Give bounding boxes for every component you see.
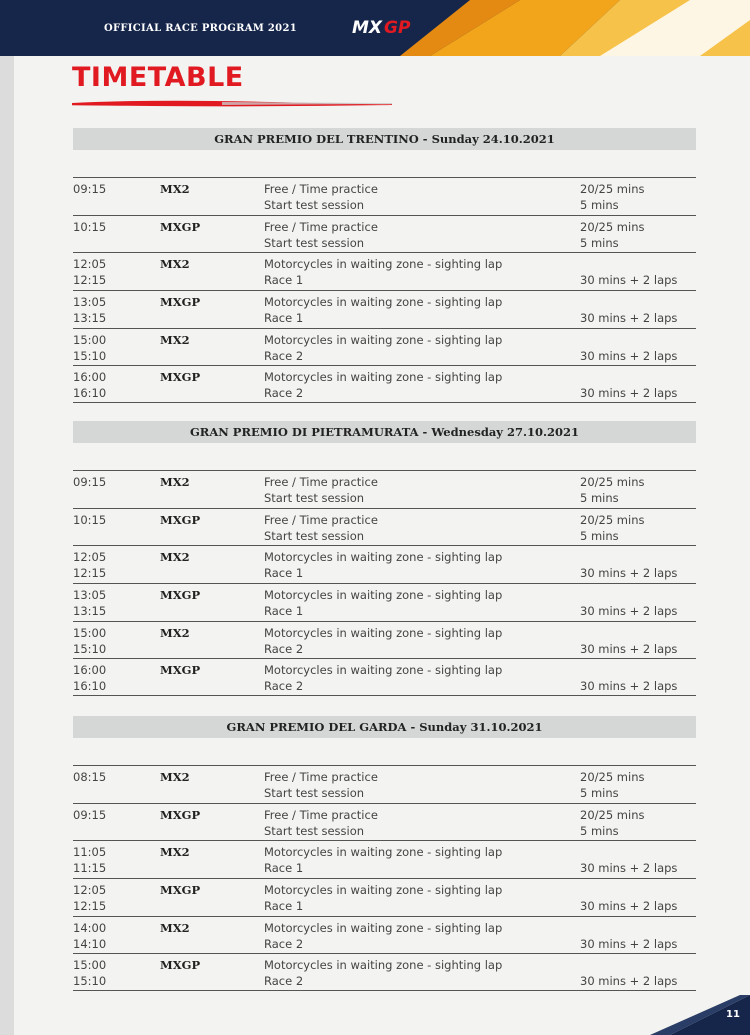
table-row	[73, 215, 696, 253]
table-row	[73, 658, 696, 696]
table-row	[73, 803, 696, 841]
duration-line-1	[580, 920, 677, 936]
table-row	[73, 953, 696, 991]
description-line-2: Start test session	[264, 491, 365, 505]
description-line-2: Race 1	[264, 273, 304, 288]
time-start: 10:15	[73, 219, 107, 234]
session-class: MXGP	[160, 807, 201, 822]
table-row	[73, 621, 696, 659]
description-line-2: Race 2	[264, 679, 304, 694]
duration-line-2: 30 mins + 2 laps	[580, 273, 678, 288]
session-duration	[580, 256, 677, 288]
timetable-rows	[73, 177, 696, 403]
page-number: 11	[726, 1009, 740, 1020]
session-duration	[580, 957, 677, 989]
table-row	[73, 765, 696, 803]
duration-line-2: 30 mins + 2 laps	[580, 604, 678, 619]
description-line-1: Motorcycles in waiting zone - sighting lap	[264, 883, 503, 898]
session-description	[264, 369, 502, 401]
time-start: 09:15	[73, 182, 107, 196]
duration-line-1	[580, 587, 677, 603]
session-description	[264, 662, 502, 694]
time-second: 16:10	[73, 679, 107, 694]
duration-line-1	[580, 882, 677, 898]
session-time	[73, 369, 106, 401]
table-row	[73, 365, 696, 403]
time-start: 15:00	[73, 625, 107, 640]
session-time	[73, 474, 106, 490]
time-start: 16:00	[73, 370, 107, 385]
time-second: 12:15	[73, 273, 107, 288]
time-start: 13:05	[73, 295, 107, 310]
table-row	[73, 177, 696, 215]
session-duration	[580, 512, 644, 544]
table-row	[73, 290, 696, 328]
session-class: MXGP	[160, 370, 201, 385]
session-class: MXGP	[160, 588, 201, 603]
event-section	[73, 421, 696, 694]
session-duration	[580, 474, 644, 506]
session-class: MX2	[160, 920, 190, 935]
event-title: GRAN PREMIO DEL GARDA - Sunday 31.10.2021	[73, 716, 696, 738]
duration-line-1	[580, 625, 677, 641]
duration-line-2: 30 mins + 2 laps	[580, 641, 678, 656]
session-description	[264, 625, 502, 657]
description-line-2: Race 1	[264, 566, 304, 581]
duration-line-2: 30 mins + 2 laps	[580, 861, 678, 876]
session-description	[264, 587, 502, 619]
session-class: MX2	[160, 475, 190, 489]
description-line-2: Race 2	[264, 386, 304, 401]
session-time	[73, 625, 106, 657]
duration-line-2: 5 mins	[580, 491, 619, 505]
session-class: MXGP	[160, 295, 201, 310]
duration-line-1	[580, 549, 677, 565]
table-row	[73, 470, 696, 508]
session-description	[264, 512, 378, 544]
session-duration	[580, 807, 644, 839]
time-start: 11:05	[73, 845, 107, 860]
session-duration	[580, 549, 677, 581]
description-line-1: Motorcycles in waiting zone - sighting lap	[264, 295, 503, 310]
session-description	[264, 882, 502, 914]
session-class: MX2	[160, 770, 190, 784]
table-row	[73, 328, 696, 366]
duration-line-1	[580, 294, 677, 310]
description-line-1: Motorcycles in waiting zone - sighting lap	[264, 370, 503, 385]
description-line-2: Start test session	[264, 198, 365, 212]
time-start: 15:00	[73, 958, 107, 973]
timetable-rows	[73, 470, 696, 696]
session-duration	[580, 369, 677, 401]
session-description	[264, 181, 378, 213]
duration-line-2: 5 mins	[580, 198, 619, 212]
session-description	[264, 844, 502, 876]
timetable-rows	[73, 765, 696, 991]
description-line-2: Race 2	[264, 974, 304, 989]
table-row	[73, 583, 696, 621]
session-duration	[580, 882, 677, 914]
duration-line-2: 30 mins + 2 laps	[580, 311, 678, 326]
session-time	[73, 512, 106, 528]
session-time	[73, 844, 106, 876]
description-line-1: Motorcycles in waiting zone - sighting lap	[264, 332, 503, 347]
time-second: 15:10	[73, 641, 107, 656]
time-start: 16:00	[73, 663, 107, 678]
event-section	[73, 716, 696, 989]
session-description	[264, 294, 502, 326]
duration-line-1: 20/25 mins	[580, 475, 645, 489]
session-time	[73, 882, 106, 914]
table-row	[73, 545, 696, 583]
session-duration	[580, 181, 644, 213]
session-class: MXGP	[160, 219, 201, 234]
session-class: MX2	[160, 182, 190, 196]
session-duration	[580, 219, 644, 251]
description-line-2: Race 2	[264, 936, 304, 951]
time-second: 12:15	[73, 566, 107, 581]
description-line-2: Race 1	[264, 899, 304, 914]
duration-line-2: 30 mins + 2 laps	[580, 679, 678, 694]
time-start: 08:15	[73, 770, 107, 784]
session-duration	[580, 844, 677, 876]
session-description	[264, 332, 502, 364]
session-description	[264, 219, 378, 251]
time-start: 13:05	[73, 588, 107, 603]
session-description	[264, 474, 378, 506]
description-line-1: Motorcycles in waiting zone - sighting lap	[264, 550, 503, 565]
table-row	[73, 878, 696, 916]
session-duration	[580, 332, 677, 364]
description-line-1: Free / Time practice	[264, 475, 378, 489]
time-start: 09:15	[73, 475, 107, 489]
description-line-2: Race 2	[264, 641, 304, 656]
session-duration	[580, 920, 677, 952]
duration-line-2: 30 mins + 2 laps	[580, 936, 678, 951]
time-second: 15:10	[73, 348, 107, 363]
description-line-2: Race 1	[264, 311, 304, 326]
session-duration	[580, 587, 677, 619]
time-start: 10:15	[73, 512, 107, 527]
page-title: TIMETABLE	[72, 62, 244, 93]
session-description	[264, 549, 502, 581]
duration-line-1	[580, 332, 677, 348]
duration-line-2: 30 mins + 2 laps	[580, 566, 678, 581]
session-time	[73, 294, 106, 326]
time-start: 14:00	[73, 920, 107, 935]
duration-line-2: 5 mins	[580, 528, 619, 543]
time-second: 13:15	[73, 604, 107, 619]
time-start: 12:05	[73, 257, 107, 272]
time-start: 09:15	[73, 807, 107, 822]
duration-line-1: 20/25 mins	[580, 770, 645, 784]
description-line-1: Free / Time practice	[264, 182, 378, 196]
description-line-1: Motorcycles in waiting zone - sighting lap	[264, 625, 503, 640]
session-time	[73, 957, 106, 989]
session-description	[264, 807, 378, 839]
svg-text:GP: GP	[384, 18, 411, 38]
session-time	[73, 807, 106, 823]
session-class: MXGP	[160, 958, 201, 973]
session-class: MXGP	[160, 663, 201, 678]
session-time	[73, 769, 106, 785]
time-second: 14:10	[73, 936, 107, 951]
title-brush-underline	[72, 98, 392, 108]
description-line-2: Race 1	[264, 861, 304, 876]
table-row	[73, 508, 696, 546]
session-description	[264, 256, 502, 288]
description-line-2: Race 1	[264, 604, 304, 619]
svg-text:MX: MX	[352, 18, 383, 38]
table-row	[73, 916, 696, 954]
duration-line-2: 30 mins + 2 laps	[580, 974, 678, 989]
duration-line-1	[580, 844, 677, 860]
mxgp-logo	[350, 16, 420, 38]
duration-line-1: 20/25 mins	[580, 512, 645, 527]
event-title: GRAN PREMIO DEL TRENTINO - Sunday 24.10.2021	[73, 128, 696, 150]
session-class: MXGP	[160, 512, 201, 527]
description-line-1: Free / Time practice	[264, 512, 378, 527]
session-duration	[580, 294, 677, 326]
duration-line-2: 5 mins	[580, 235, 619, 250]
description-line-1: Motorcycles in waiting zone - sighting lap	[264, 588, 503, 603]
session-time	[73, 587, 106, 619]
session-class: MX2	[160, 332, 190, 347]
description-line-1: Free / Time practice	[264, 770, 378, 784]
description-line-1: Motorcycles in waiting zone - sighting lap	[264, 663, 503, 678]
duration-line-1	[580, 957, 677, 973]
session-class: MX2	[160, 550, 190, 565]
duration-line-2: 30 mins + 2 laps	[580, 348, 678, 363]
duration-line-1	[580, 662, 677, 678]
session-duration	[580, 769, 644, 801]
description-line-2: Start test session	[264, 786, 365, 800]
description-line-1: Free / Time practice	[264, 219, 378, 234]
session-duration	[580, 662, 677, 694]
description-line-1: Motorcycles in waiting zone - sighting lap	[264, 845, 503, 860]
page-binding-edge	[0, 56, 14, 1035]
duration-line-1	[580, 369, 677, 385]
session-description	[264, 920, 502, 952]
session-time	[73, 181, 106, 197]
event-section	[73, 128, 696, 401]
duration-line-2: 5 mins	[580, 823, 619, 838]
session-time	[73, 662, 106, 694]
program-title: OFFICIAL RACE PROGRAM 2021	[104, 23, 297, 34]
time-second: 12:15	[73, 899, 107, 914]
session-time	[73, 219, 106, 235]
session-description	[264, 957, 502, 989]
time-second: 11:15	[73, 861, 107, 876]
description-line-1: Motorcycles in waiting zone - sighting lap	[264, 958, 503, 973]
session-time	[73, 920, 106, 952]
description-line-2: Start test session	[264, 528, 365, 543]
session-description	[264, 769, 378, 801]
time-second: 13:15	[73, 311, 107, 326]
duration-line-2: 30 mins + 2 laps	[580, 899, 678, 914]
duration-line-1: 20/25 mins	[580, 807, 645, 822]
time-start: 15:00	[73, 332, 107, 347]
description-line-2: Start test session	[264, 235, 365, 250]
duration-line-1	[580, 256, 677, 272]
session-time	[73, 256, 106, 288]
session-time	[73, 332, 106, 364]
time-start: 12:05	[73, 550, 107, 565]
event-title: GRAN PREMIO DI PIETRAMURATA - Wednesday 27.10.2021	[73, 421, 696, 443]
description-line-2: Start test session	[264, 823, 365, 838]
time-second: 16:10	[73, 386, 107, 401]
description-line-1: Free / Time practice	[264, 807, 378, 822]
session-class: MX2	[160, 257, 190, 272]
session-time	[73, 549, 106, 581]
table-row	[73, 252, 696, 290]
session-class: MXGP	[160, 883, 201, 898]
page-header	[0, 0, 750, 56]
time-start: 12:05	[73, 883, 107, 898]
description-line-1: Motorcycles in waiting zone - sighting lap	[264, 257, 503, 272]
duration-line-1: 20/25 mins	[580, 182, 645, 196]
duration-line-1: 20/25 mins	[580, 219, 645, 234]
table-row	[73, 840, 696, 878]
duration-line-2: 5 mins	[580, 786, 619, 800]
time-second: 15:10	[73, 974, 107, 989]
session-class: MX2	[160, 625, 190, 640]
description-line-1: Motorcycles in waiting zone - sighting lap	[264, 920, 503, 935]
session-class: MX2	[160, 845, 190, 860]
session-duration	[580, 625, 677, 657]
description-line-2: Race 2	[264, 348, 304, 363]
duration-line-2: 30 mins + 2 laps	[580, 386, 678, 401]
